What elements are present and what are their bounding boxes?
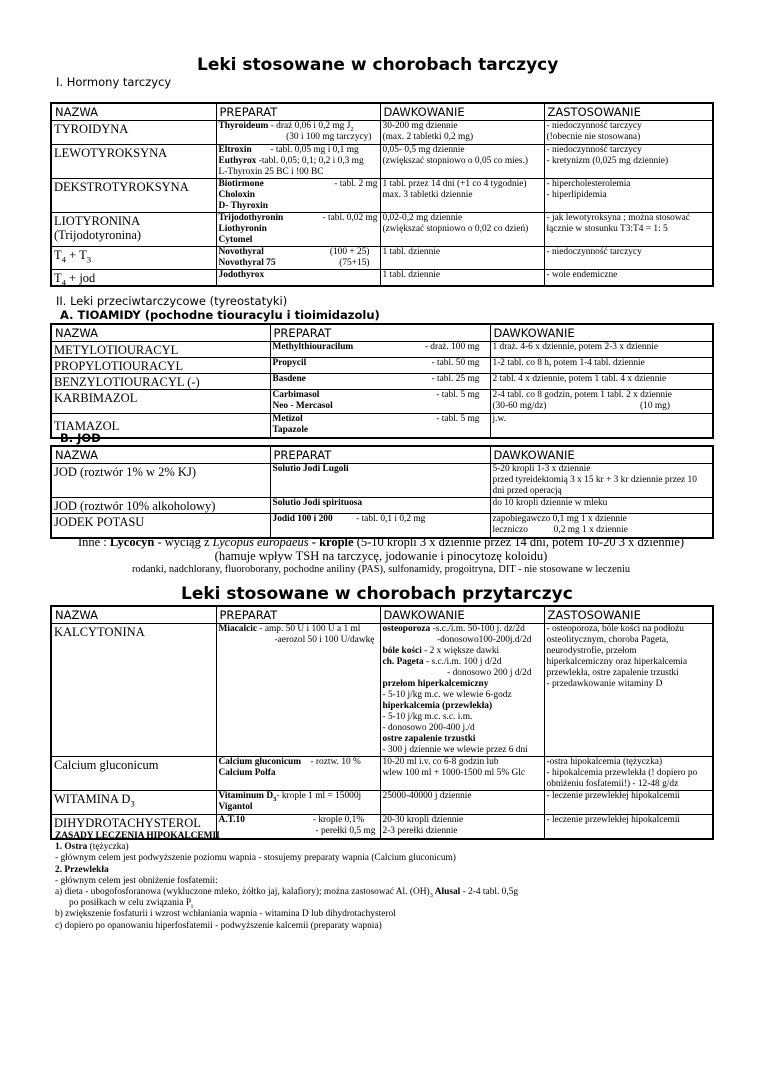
table-row (51, 791, 713, 815)
drug-name: KARBIMAZOL (51, 390, 270, 414)
table-row (51, 179, 713, 213)
drug-usage: - leczenie przewlekłej hipokalcemii (544, 791, 713, 815)
drug-dosage: 30-200 mg dziennie (max. 2 tabletki 0,2 mg) (380, 121, 544, 145)
dosage-line: osteoporoza -s.c./i.m. 50-100 j. dz/2d (382, 624, 525, 634)
drug-preparation: Jodothyrox (216, 270, 380, 287)
table-iodine (50, 445, 714, 539)
col-header-preparation: PREPARAT (216, 103, 380, 121)
dosage-line: - donosowo 200-400 j./d (382, 723, 475, 733)
table-row (51, 213, 713, 247)
drug-usage: - niedoczynność tarczycy (544, 247, 713, 270)
section-antithyroid-heading: II. Leki przeciwtarczycowe (tyreostatyki) (56, 294, 288, 308)
dosage-line: - 5-10 j/kg m.c. s.c. i.m. (382, 712, 473, 722)
col-header-dosage: DAWKOWANIE (490, 324, 713, 342)
subsection-iodine-heading: B. JOD (60, 431, 101, 445)
col-header-preparation: PREPARAT (270, 446, 490, 464)
col-header-dosage: DAWKOWANIE (380, 606, 544, 624)
table-row (51, 624, 713, 757)
drug-dosage: 0,02-0,2 mg dziennie (zwiększać stopniowo o 0,02 co dzień) (380, 213, 544, 247)
dosage-line: przełom hiperkalcemiczny (382, 679, 489, 689)
drug-preparation: Metizol - tabl. 5 mg Tapazole (270, 414, 490, 438)
table-row (51, 390, 713, 414)
drug-dosage: 2-4 tabl. co 8 godzin, potem 1 tabl. 2 x dziennie (30-60 mg/dz) (10 mg) (490, 390, 713, 414)
usage-line: - przedawkowanie witaminy D (546, 679, 663, 689)
table-row (51, 498, 713, 514)
drug-name: JOD (roztwór 10% alkoholowy) (51, 498, 270, 514)
drug-preparation: Carbimasol - tabl. 5 mg Neo - Mercasol (270, 390, 490, 414)
col-header-dosage: DAWKOWANIE (380, 103, 544, 121)
table-row (51, 121, 713, 145)
drug-preparation: Solutio Jodi spirituosa (270, 498, 490, 514)
drug-usage: - leczenie przewlekłej hipokalcemii (544, 815, 713, 839)
table-row (51, 358, 713, 374)
dosage-line: hiperkalcemia (przewlekła) (382, 701, 493, 711)
dosage-line: ch. Pageta - s.c./i.m. 100 j d/2d (382, 657, 502, 667)
drug-name: METYLOTIOURACYL (51, 342, 270, 358)
drug-preparation: Calcium gluconicum - roztw. 10 % Calcium Polfa (216, 757, 380, 791)
usage-line: - osteoporoza, bóle kości na podłożu (546, 624, 684, 634)
usage-line: osteolitycznym, choroba Pageta, (546, 635, 669, 645)
drug-dosage: j.w. (490, 414, 713, 438)
drug-preparation: Biotirmone - tabl. 2 mg Choloxin D- Thyroxin (216, 179, 380, 213)
dosage-line: - 300 j dziennie we wlewie przez 6 dni (382, 745, 528, 755)
col-header-name: NAZWA (51, 324, 270, 342)
drug-preparation: A.T.10 - krople 0,1% - perełki 0,5 mg (216, 815, 380, 839)
notes-title: ZASADY LECZENIA HIPOKALCEMII (55, 831, 220, 841)
table-thioamides (50, 323, 714, 439)
notes-line: 2. Przewlekła (55, 864, 109, 875)
dosage-line: - 5-10 j/kg m.c. we wlewie 6-godz (382, 690, 512, 700)
other-drugs-line-2: (hamuje wpływ TSH na tarczycę, jodowanie i pinocytozę koloidu) (214, 549, 548, 563)
drug-dosage: 25000-40000 j dziennie (380, 791, 544, 815)
drug-dosage: 1 tabl. dziennie (380, 247, 544, 270)
drug-preparation: Jodid 100 i 200 - tabl. 0,1 i 0,2 mg (270, 514, 490, 538)
page-title-thyroid: Leki stosowane w chorobach tarczycy (197, 55, 559, 75)
drug-dosage: 1 draż. 4-6 x dziennie, potem 2-3 x dziennie (490, 342, 713, 358)
table-row (51, 374, 713, 390)
drug-name: JODEK POTASU (51, 514, 270, 538)
table-parathyroid (50, 605, 714, 840)
drug-name: Calcium gluconicum (51, 757, 216, 791)
drug-dosage (380, 624, 544, 757)
table-row (51, 270, 713, 287)
drug-name: KALCYTONINA (51, 624, 216, 757)
drug-name: JOD (roztwór 1% w 2% KJ) (51, 464, 270, 498)
drug-preparation: Vitaminum $D_3-$ krople 1 ml = 15000j Vigantol (216, 791, 380, 815)
table-row (51, 414, 713, 438)
drug-name: DIHYDROTACHYSTEROL (51, 815, 216, 839)
drug-usage: -ostra hipokalcemia (tężyczka) - hipokalcemia przewlekła (! dopiero po obniżeniu fosfatemii!) - 12-48 g/dz (544, 757, 713, 791)
col-header-preparation: PREPARAT (270, 324, 490, 342)
drug-name: WITAMINA $D_3$ (51, 791, 216, 815)
hypocalcemia-treatment-notes (55, 831, 518, 932)
drug-preparation: Basdene - tabl. 25 mg (270, 374, 490, 390)
drug-preparation: Solutio Jodi Lugoli (270, 464, 490, 498)
drug-usage: - niedoczynność tarczycy - kretynizm (0,025 mg dziennie) (544, 145, 713, 179)
table-header-row (51, 446, 713, 464)
col-header-name: NAZWA (51, 446, 270, 464)
col-header-usage: ZASTOSOWANIE (544, 606, 713, 624)
table-row (51, 342, 713, 358)
drug-dosage: 1 tabl. dziennie (380, 270, 544, 287)
table-row (51, 757, 713, 791)
dosage-line: bóle kości - 2 x większe dawki (382, 646, 500, 656)
table-row (51, 247, 713, 270)
drug-name: $T_4 + T_3$ (51, 247, 216, 270)
drug-dosage: 20-30 kropli dziennie 2-3 perełki dziennie (380, 815, 544, 839)
notes-line: a) dieta - ubogofosforanowa (wykluczone mleko, żółtko jaj, kalafiory); można zastosować Al. $(OH)_3$ Alusal - 2-4 tabl. 0,5g (55, 887, 519, 899)
drug-usage: - hipercholesterolemia - hiperlipidemia (544, 179, 713, 213)
drug-name: LIOTYRONINA (Trijodotyronina) (51, 213, 216, 247)
table-row (51, 464, 713, 498)
notes-line: - głównym celem jest podwyższenie poziomu wapnia - stosujemy preparaty wapnia (Calcium gluconicum) (55, 853, 456, 864)
drug-dosage: 10-20 ml i.v. co 6-8 godzin lub wlew 100 ml + 1000-1500 ml 5% Glc (380, 757, 544, 791)
drug-usage (544, 624, 713, 757)
drug-name: TYROIDYNA (51, 121, 216, 145)
drug-preparation: Methylthiouracilum - draż. 100 mg (270, 342, 490, 358)
drug-dosage: zapobiegawczo 0,1 mg 1 x dziennie leczniczo 0,2 mg 1 x dziennie (490, 514, 713, 538)
col-header-usage: ZASTOSOWANIE (544, 103, 713, 121)
drug-dosage: 2 tabl. 4 x dziennie, potem 1 tabl. 4 x dziennie (490, 374, 713, 390)
drug-name: PROPYLOTIOURACYL (51, 358, 270, 374)
table-header-row (51, 606, 713, 624)
drug-usage: - niedoczynność tarczycy (!obecnie nie stosowana) (544, 121, 713, 145)
drug-name: $T_4$ + jod (51, 270, 216, 287)
notes-line: c) dopiero po opanowaniu hiperfosfatemii - podwyższenie kalcemii (preparaty wapnia) (55, 920, 382, 931)
drug-name: BENZYLOTIOURACYL (-) (51, 374, 270, 390)
col-header-name: NAZWA (51, 606, 216, 624)
usage-line: przewlekła, ostre zapalenie trzustki (546, 668, 679, 678)
drug-dosage: 0,05- 0,5 mg dziennie (zwiększać stopniowo o 0,05 co mies.) (380, 145, 544, 179)
notes-line: po posiłkach w celu związania $P_i$ (69, 898, 193, 911)
drug-preparation: Eltroxin - tabl. 0,05 mg i 0,1 mg Euthyrox -tabl. 0,05; 0,1; 0,2 i 0,3 mg L-Thyroxin 25 BC i !00 BC (216, 145, 380, 179)
section-hormones-heading: I. Hormony tarczycy (56, 75, 172, 89)
drug-preparation: Miacalcic - amp. 50 U i 100 U a 1 ml -aerozol 50 i 100 U/dawkę (216, 624, 380, 757)
drug-preparation: Propycil - tabl. 50 mg (270, 358, 490, 374)
drug-dosage: 5-20 kropli 1-3 x dziennie przed tyreidektomią 3 x 15 kr + 3 kr dziennie przez 10 dni przed operacją (490, 464, 713, 498)
drug-name: TIAMAZOL (51, 414, 270, 438)
table-header-row (51, 324, 713, 342)
col-header-dosage: DAWKOWANIE (490, 446, 713, 464)
drug-name: DEKSTROTYROKSYNA (51, 179, 216, 213)
drug-dosage: 1-2 tabl. co 8 h, potem 1-4 tabl. dziennie (490, 358, 713, 374)
drug-preparation: Thyroideum - draż 0,06 i 0,2 mg $J_2$ (30 i 100 mg tarczycy) (216, 121, 380, 145)
other-drugs-line-1: Inne : Lycocyn - wyciąg z Lycopus europaeus - krople (5-10 kropli 3 x dziennie przez 14 dni, potem 10-20 3 x dziennie) (77, 535, 685, 549)
other-drugs-line-3: rodanki, nadchlorany, fluoroborany, pochodne aniliny (PAS), sulfonamidy, progoitryna, DIT - nie stosowane w leczeniu (131, 564, 631, 575)
usage-line: neurodystrofie, przełom (546, 646, 637, 656)
notes-line: b) zwiększenie fosfaturii i wzrost wchłaniania wapnia - witamina D lub dihydrotachysterol (55, 909, 396, 920)
table-thyroid-hormones (50, 102, 714, 287)
dosage-line: -donosowo100-200j.d/2d (436, 635, 532, 645)
table-header-row (51, 103, 713, 121)
notes-line: - głównym celem jest obniżenie fosfatemii: (55, 875, 218, 886)
page-title-parathyroid: Leki stosowane w chorobach przytarczyc (181, 584, 573, 604)
dosage-line: ostre zapalenie trzustki (382, 734, 476, 744)
drug-dosage: do 10 kropli dziennie w mleku (490, 498, 713, 514)
drug-dosage: 1 tabl. przez 14 dni (+1 co 4 tygodnie) max. 3 tabletki dziennie (380, 179, 544, 213)
subsection-thioamides-heading: A. TIOAMIDY (pochodne tiouracylu i tioimidazolu) (60, 308, 380, 322)
drug-preparation: Novothyral (100 + 25) Novothyral 75 (75+15) (216, 247, 380, 270)
notes-line: 1. Ostra (tężyczka) (55, 842, 129, 853)
drug-name: LEWOTYROKSYNA (51, 145, 216, 179)
dosage-line: - donosowo 200 j d/2d (447, 668, 532, 678)
drug-preparation: Trijodothyronin - tabl. 0,02 mg Liothyronin Cytomel (216, 213, 380, 247)
drug-usage: - jak lewotyroksyna ; można stosować łącznie w stosunku T3:T4 = 1: 5 (544, 213, 713, 247)
usage-line: hiperkalcemiczny oraz hiperkalcemia (546, 657, 688, 667)
col-header-name: NAZWA (51, 103, 216, 121)
table-row (51, 145, 713, 179)
table-row (51, 514, 713, 538)
drug-usage: - wole endemiczne (544, 270, 713, 287)
col-header-preparation: PREPARAT (216, 606, 380, 624)
